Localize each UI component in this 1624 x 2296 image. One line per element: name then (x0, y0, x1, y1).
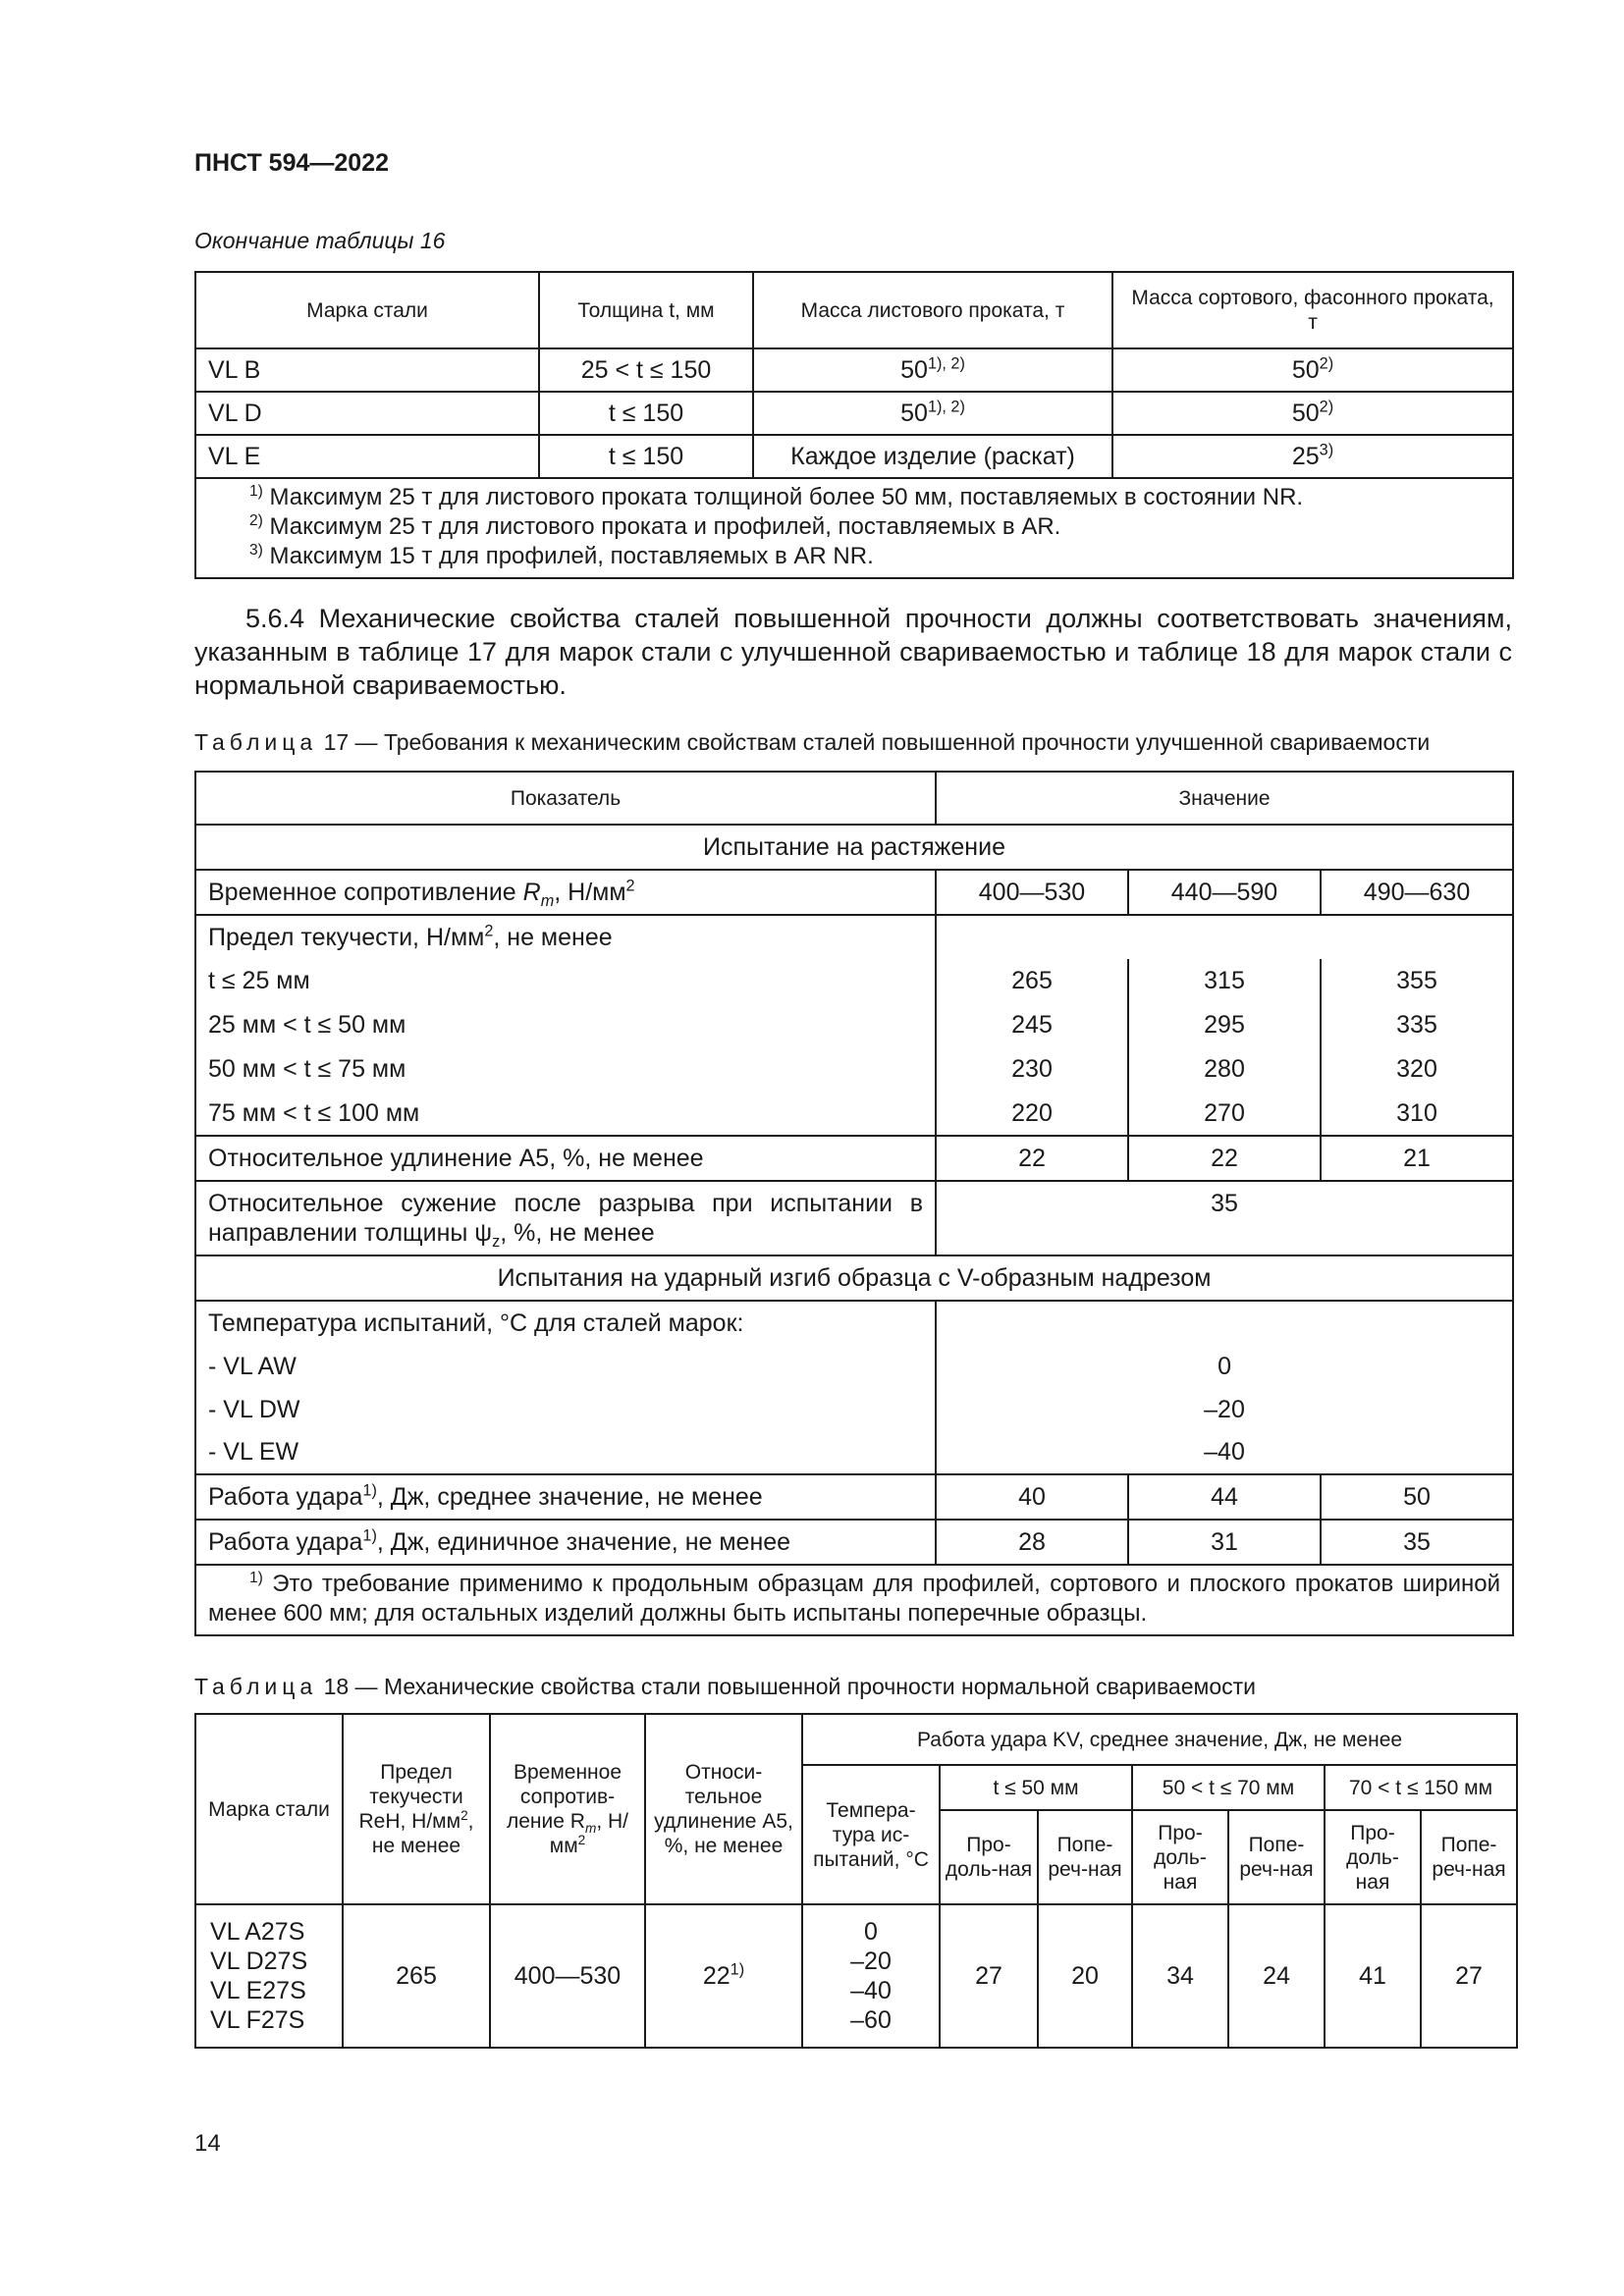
value-cell: 490—630 (1321, 870, 1513, 915)
value-cell: 315 (1128, 959, 1321, 1003)
row-label: 75 мм < t ≤ 100 мм (195, 1092, 936, 1136)
table-row (195, 915, 1513, 959)
value-cell: 355 (1321, 959, 1513, 1003)
col-header-longitudinal: Про-доль-ная (1325, 1810, 1421, 1904)
tensile-cell: 400—530 (490, 1904, 645, 2048)
table-row (195, 392, 1513, 435)
row-label: Предел текучести, $Н/мм^2$, не менее (195, 915, 936, 959)
col-header-transverse: Попе-реч-ная (1228, 1810, 1325, 1904)
table-row (195, 1136, 1513, 1181)
col-header-longitudinal: Про-доль-ная (940, 1810, 1038, 1904)
empty-cell (936, 1301, 1513, 1345)
table-row (195, 1047, 1513, 1092)
value-cell: 40 (936, 1474, 1128, 1520)
footnote: $^{3)}$ Максимум 15 т для профилей, поставляемых в AR NR. (249, 542, 874, 569)
col-header-longitudinal: Про-доль-ная (1132, 1810, 1228, 1904)
value-cell: 400—530 (936, 870, 1128, 915)
temperature-item: –20 (850, 1948, 892, 1975)
col-header-temperature: Темпера-тура ис-пытаний, °С (802, 1765, 940, 1904)
row-label: Относительное сужение после разрыва при испытании в направлении толщины $\psi_z$, %, не менее (195, 1181, 936, 1255)
sheet-mass-cell: $50^{1), 2)}$ (753, 392, 1112, 435)
col-header-thickness: Толщина t, мм (539, 272, 753, 348)
table-row (195, 1345, 1513, 1388)
grade-list-cell (195, 1904, 343, 2048)
col-header-transverse: Попе-реч-ная (1421, 1810, 1517, 1904)
temperature-item: –40 (850, 1977, 892, 2004)
footnote: $^{2)}$ Максимум 25 т для листового проката и профилей, поставляемых в AR. (249, 512, 1061, 540)
value-cell: 22 (936, 1136, 1128, 1181)
empty-cell (1321, 915, 1513, 959)
table-row (195, 1301, 1513, 1345)
row-label: Временное сопротивление $R_m$, $Н/мм^2$ (195, 870, 936, 915)
section-row (195, 825, 1513, 870)
table-row (195, 1474, 1513, 1520)
table-16-notes-row (195, 478, 1513, 578)
section-row (195, 1255, 1513, 1301)
col-header-value: Значение (936, 772, 1513, 825)
kv-cell: 24 (1228, 1904, 1325, 2048)
table-17-header-row (195, 772, 1513, 825)
row-label: 50 мм < t ≤ 75 мм (195, 1047, 936, 1092)
value-cell: 35 (1321, 1520, 1513, 1565)
value-cell: 270 (1128, 1092, 1321, 1136)
table-row (195, 1520, 1513, 1565)
table-18-caption: Таблица 18 — Механические свойства стали повышенной прочности нормальной свариваемости (194, 1674, 1256, 1699)
elongation-cell: 22$^{1)}$ (645, 1904, 802, 2048)
table-17-caption: Таблица 17 — Требования к механическим свойствам сталей повышенной прочности улучшенной свариваемости (194, 729, 1431, 755)
col-header-elongation: Относи-тельное удлинение А5, %, не менее (645, 1714, 802, 1904)
footnote: $^{1)}$ Максимум 25 т для листового проката толщиной более 50 мм, поставляемых в состоянии NR. (249, 483, 1304, 510)
col-header-grade: Марка стали (195, 1714, 343, 1904)
paragraph-5-6-4: 5.6.4 Механические свойства сталей повышенной прочности должны соответствовать значениям, указанным в таблице 17 для марок стали с улучшенной свариваемостью и таблице 18 для марок стали с нормальной свариваемостью. (194, 604, 1512, 700)
table-row (195, 1092, 1513, 1136)
table-row (195, 1431, 1513, 1474)
col-header-thickness-3: 70 < t ≤ 150 мм (1325, 1765, 1517, 1810)
value-cell: 28 (936, 1520, 1128, 1565)
value-cell: 335 (1321, 1003, 1513, 1047)
empty-cell (1128, 915, 1321, 959)
row-label: Относительное удлинение А5, %, не менее (195, 1136, 936, 1181)
table-16-footnotes (195, 478, 1513, 578)
row-label: t ≤ 25 мм (195, 959, 936, 1003)
kv-cell: 34 (1132, 1904, 1228, 2048)
sheet-mass-cell: Каждое изделие (раскат) (753, 435, 1112, 478)
value-cell: 0 (936, 1345, 1513, 1388)
kv-cell: 20 (1038, 1904, 1132, 2048)
temperature-item: 0 (864, 1918, 878, 1946)
section-mass-cell: 50$^{2)}$ (1112, 392, 1513, 435)
col-header-transverse: Попе-реч-ная (1038, 1810, 1132, 1904)
table-row (195, 1388, 1513, 1431)
value-cell: –20 (936, 1388, 1513, 1431)
value-cell: 245 (936, 1003, 1128, 1047)
value-cell: 320 (1321, 1047, 1513, 1092)
value-cell: 310 (1321, 1092, 1513, 1136)
table-row (195, 870, 1513, 915)
section-mass-cell: 50$^{2)}$ (1112, 348, 1513, 392)
grade-item: VL F27S (210, 2006, 305, 2034)
row-label: Работа удара$^{1)}$, Дж, среднее значение, не менее (195, 1474, 936, 1520)
kv-cell: 27 (1421, 1904, 1517, 2048)
value-cell: 35 (936, 1181, 1513, 1255)
table-row (195, 1181, 1513, 1255)
document-code: ПНСТ 594—2022 (194, 149, 389, 177)
table-row (195, 959, 1513, 1003)
value-cell: 31 (1128, 1520, 1321, 1565)
value-cell: 440—590 (1128, 870, 1321, 915)
section-tension: Испытание на растяжение (195, 825, 1513, 870)
value-cell: 280 (1128, 1047, 1321, 1092)
yield-cell: 265 (343, 1904, 490, 2048)
table-18-header-row (195, 1714, 1517, 1765)
value-cell: 44 (1128, 1474, 1321, 1520)
value-cell: 22 (1128, 1136, 1321, 1181)
grade-item: VL D27S (210, 1948, 308, 1975)
thickness-cell: t ≤ 150 (539, 435, 753, 478)
col-header-indicator: Показатель (195, 772, 936, 825)
table-row (195, 348, 1513, 392)
value-cell: 295 (1128, 1003, 1321, 1047)
table-17-footnote: $^{1)}$ Это требование применимо к продольным образцам для профилей, сортового и плоского прокатов шириной менее 600 мм; для остальных изделий должны быть испытаны поперечные образцы. (195, 1565, 1513, 1635)
grade-cell: VL D (195, 392, 539, 435)
table-row (195, 1904, 1517, 2048)
col-header-tensile: Временное сопротив-ление $R_m$, $Н/мм^2$ (490, 1714, 645, 1904)
table-18 (194, 1713, 1518, 2049)
table-16-header-row (195, 272, 1513, 348)
temperature-list-cell (802, 1904, 940, 2048)
table-row (195, 1003, 1513, 1047)
row-label: 25 мм < t ≤ 50 мм (195, 1003, 936, 1047)
kv-cell: 27 (940, 1904, 1038, 2048)
table-16 (194, 271, 1514, 579)
value-cell: 230 (936, 1047, 1128, 1092)
col-header-section-mass: Масса сортового, фасонного проката, т (1112, 272, 1513, 348)
col-header-thickness-1: t ≤ 50 мм (940, 1765, 1132, 1810)
col-header-impact: Работа удара KV, среднее значение, Дж, не менее (802, 1714, 1517, 1765)
col-header-grade: Марка стали (195, 272, 539, 348)
col-header-sheet-mass: Масса листового проката, т (753, 272, 1112, 348)
value-cell: 50 (1321, 1474, 1513, 1520)
section-impact: Испытания на ударный изгиб образца с V-образным надрезом (195, 1255, 1513, 1301)
sheet-mass-cell: $50^{1), 2)}$ (753, 348, 1112, 392)
row-label: Температура испытаний, °С для сталей марок: (195, 1301, 936, 1345)
grade-item: VL E27S (210, 1977, 306, 2004)
table-row (195, 435, 1513, 478)
table-16-continuation-caption: Окончание таблицы 16 (194, 228, 446, 253)
thickness-cell: t ≤ 150 (539, 392, 753, 435)
value-cell: –40 (936, 1431, 1513, 1474)
grade-item: VL A27S (210, 1918, 305, 1946)
col-header-thickness-2: 50 < t ≤ 70 мм (1132, 1765, 1325, 1810)
grade-cell: VL B (195, 348, 539, 392)
table-17 (194, 771, 1514, 1636)
row-label: - VL AW (195, 1345, 936, 1388)
row-label: - VL EW (195, 1431, 936, 1474)
empty-cell (936, 915, 1128, 959)
thickness-cell: 25 < t ≤ 150 (539, 348, 753, 392)
kv-cell: 41 (1325, 1904, 1421, 2048)
table-17-notes-row (195, 1565, 1513, 1635)
grade-cell: VL E (195, 435, 539, 478)
value-cell: 21 (1321, 1136, 1513, 1181)
temperature-item: –60 (850, 2006, 892, 2034)
page-number: 14 (194, 2130, 221, 2157)
row-label: - VL DW (195, 1388, 936, 1431)
section-mass-cell: 25$^{3)}$ (1112, 435, 1513, 478)
row-label: Работа удара$^{1)}$, Дж, единичное значение, не менее (195, 1520, 936, 1565)
col-header-yield: Предел текучести ReН, $Н/мм^2$, не менее (343, 1714, 490, 1904)
value-cell: 265 (936, 959, 1128, 1003)
value-cell: 220 (936, 1092, 1128, 1136)
